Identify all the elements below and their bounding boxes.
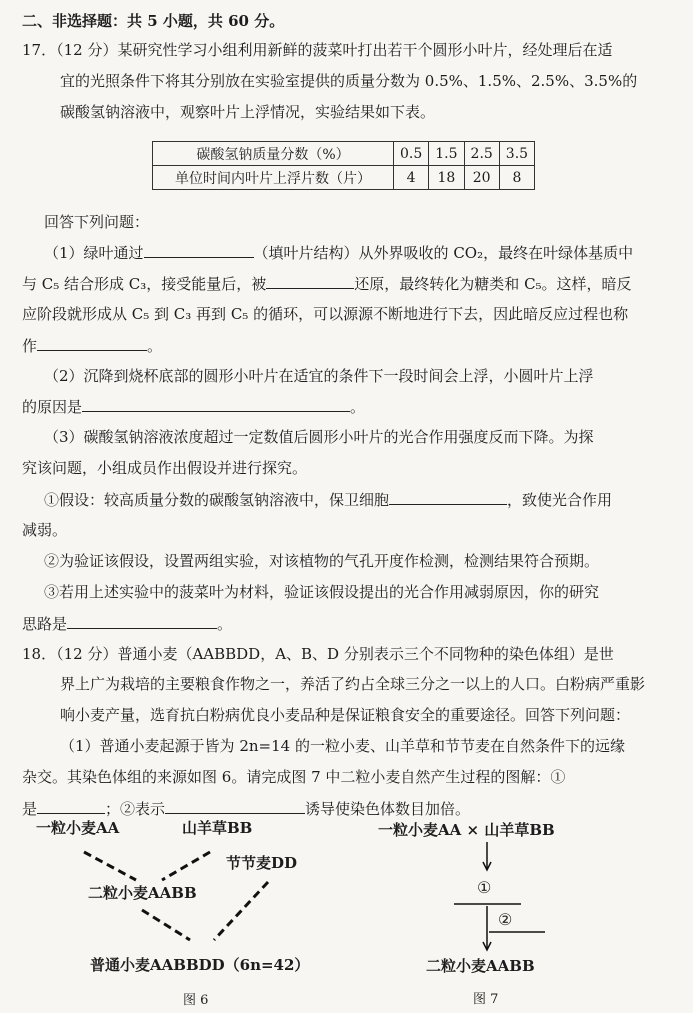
- table-cell: 18: [429, 166, 464, 190]
- q17-part1-text: 还原，最终转化为糖类和 C₅。这样，暗反: [354, 275, 632, 293]
- q17-research-line-1: ③若用上述实验中的菠菜叶为材料，验证该假设提出的光合作用减弱原因，你的研究: [44, 583, 600, 601]
- q17-part3-line-2: 究该问题，小组成员作出假设并进行探究。: [22, 459, 308, 477]
- fig7-step-1-marker: ①: [477, 878, 492, 897]
- fig7-einkorn: 一粒小麦AA: [378, 821, 462, 839]
- q17-hypothesis-line-2: 减弱。: [22, 521, 68, 539]
- q17-stem-line-2: 宜的光照条件下将其分别放在实验室提供的质量分数为 0.5%、1.5%、2.5%、3.5%的: [60, 72, 638, 90]
- q17-part1-text: 作: [22, 337, 38, 355]
- q17-verification-line: ②为验证该假设，设置两组实验，对该植物的气孔开度作检测，检测结果符合预期。: [44, 552, 600, 570]
- q18-part1-text: 是: [22, 800, 38, 818]
- table-cell: 3.5: [499, 142, 534, 166]
- fig6-einkorn: 一粒小麦AA: [36, 819, 120, 837]
- research-text: 思路是: [22, 615, 68, 633]
- table-cell: 0.5: [394, 142, 429, 166]
- table-row-label: 单位时间内叶片上浮片数（片）: [153, 166, 394, 190]
- table-row-label: 碳酸氢钠质量分数（%）: [153, 142, 394, 166]
- figure-6-caption: 图 6: [183, 993, 209, 1008]
- answer-prompt: 回答下列问题：: [44, 213, 150, 231]
- table-cell: 2.5: [464, 142, 499, 166]
- q18-part1-text: 诱导使染色体数目加倍。: [305, 800, 471, 818]
- table-cell: 20: [464, 166, 499, 190]
- fig7-goatgrass: 山羊草BB: [484, 821, 555, 839]
- q17-stem-line-3: 碳酸氢钠溶液中，观察叶片上浮情况，实验结果如下表。: [60, 103, 436, 121]
- table-cell: 1.5: [429, 142, 464, 166]
- q17-part2-text: 的原因是: [22, 398, 83, 416]
- q17-part1-text: 与 C₅ 结合形成 C₃，接受能量后，被: [22, 275, 267, 293]
- table-cell: 4: [394, 166, 429, 190]
- cross-symbol: ×: [466, 821, 480, 839]
- q18-stem-line-3: 响小麦产量，选育抗白粉病优良小麦品种是保证粮食安全的重要途径。回答下列问题：: [60, 706, 631, 724]
- q18-stem-line-2: 界上广为栽培的主要粮食作物之一，养活了约占全球三分之一以上的人口。白粉病严重影: [60, 675, 646, 693]
- q18-part1-text: ；②表示: [105, 800, 166, 818]
- q17-part1-text: （填叶片结构）从外界吸收的 CO₂，最终在叶绿体基质中: [253, 244, 634, 262]
- fig7-step-2-marker: ②: [498, 910, 513, 929]
- fig6-goatgrass: 山羊草BB: [182, 819, 253, 837]
- fig7-emmer: 二粒小麦AABB: [426, 957, 535, 975]
- section-heading: 二、非选择题：共 5 小题，共 60 分。: [22, 12, 285, 30]
- period: 。: [217, 615, 233, 633]
- q17-part2-line-1: （2）沉降到烧杯底部的圆形小叶片在适宜的条件下一段时间会上浮，小圆叶片上浮: [44, 367, 594, 385]
- period: 。: [350, 398, 366, 416]
- fig6-common-wheat: 普通小麦AABBDD（6n=42）: [90, 956, 310, 974]
- q17-part1-line-3: 应阶段就形成从 C₅ 到 C₃ 再到 C₅ 的循环，可以源源不断地进行下去，因此暗反应过程也称: [22, 305, 629, 323]
- period: 。: [147, 337, 163, 355]
- q17-stem-line-1: 17．（12 分）某研究性学习小组利用新鲜的菠菜叶打出若干个圆形小叶片，经处理后在适: [22, 41, 613, 59]
- q18-part1-line-1: （1）普通小麦起源于皆为 2n=14 的一粒小麦、山羊草和节节麦在自然条件下的远缘: [60, 737, 625, 755]
- q17-part3-line-1: （3）碳酸氢钠溶液浓度超过一定数值后圆形小叶片的光合作用强度反而下降。为探: [44, 428, 594, 446]
- q17-part1-text: （1）绿叶通过: [44, 244, 144, 262]
- hypothesis-text: ①假设：较高质量分数的碳酸氢钠溶液中，保卫细胞: [44, 491, 390, 509]
- hypothesis-text: ，致使光合作用: [507, 491, 613, 509]
- fig6-tauschii: 节节麦DD: [226, 854, 298, 872]
- figure-7-caption: 图 7: [473, 992, 499, 1007]
- q18-part1-line-2: 杂交。其染色体组的来源如图 6。请完成图 7 中二粒小麦自然产生过程的图解：①: [22, 768, 566, 786]
- fig6-emmer: 二粒小麦AABB: [88, 884, 197, 902]
- q18-stem-line-1: 18．（12 分）普通小麦（AABBDD，A、B、D 分别表示三个不同物种的染色体组）是世: [22, 645, 614, 663]
- table-cell: 8: [499, 166, 534, 190]
